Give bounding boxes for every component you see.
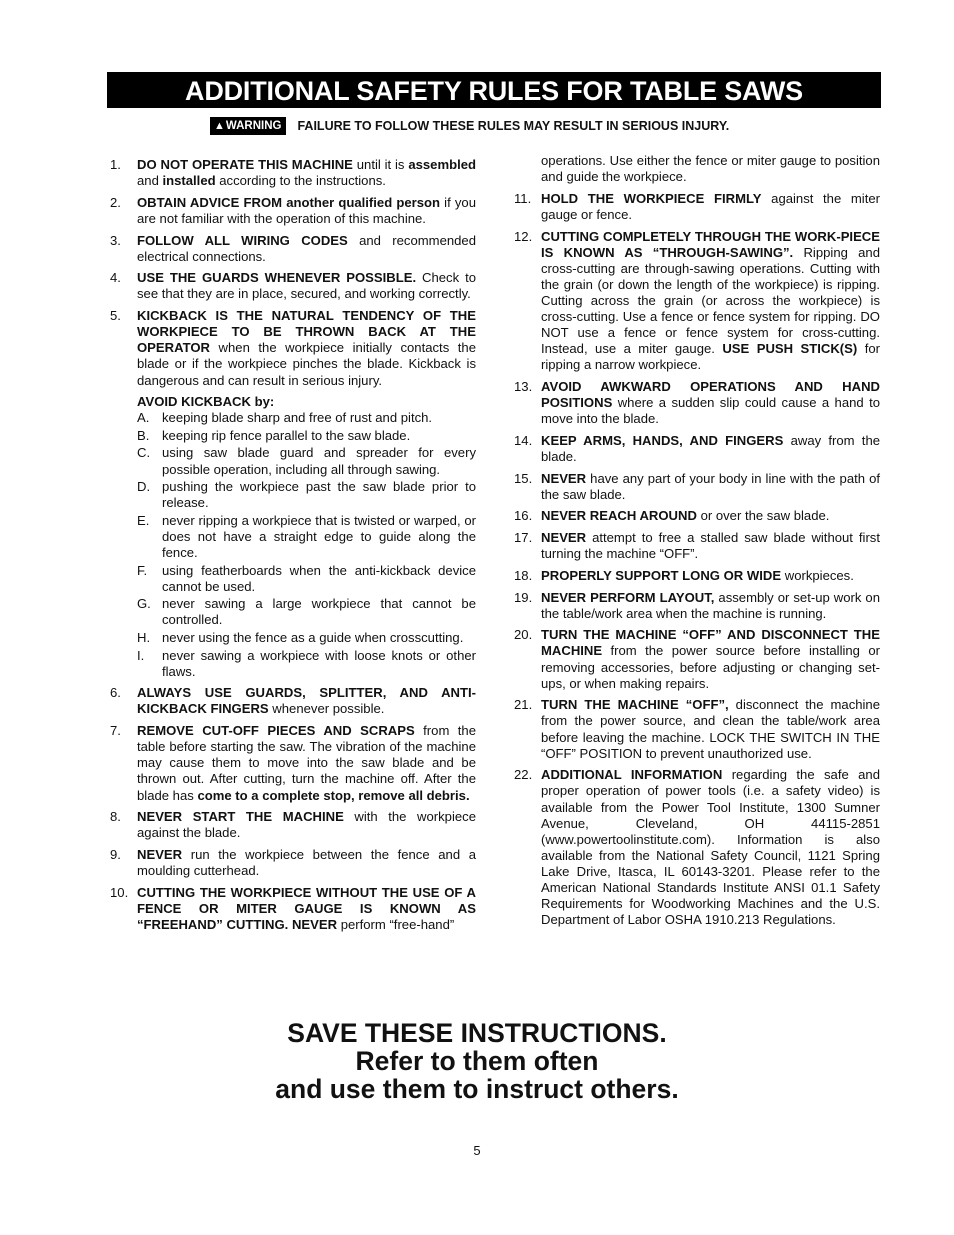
page-title: ADDITIONAL SAFETY RULES FOR TABLE SAWS <box>107 72 881 108</box>
kickback-subitem <box>137 428 476 444</box>
rule-item <box>110 157 476 189</box>
page-number: 5 <box>473 1143 481 1158</box>
rule-number: 3. <box>110 232 121 248</box>
subitem-text: never sawing a large workpiece that cannot be controlled. <box>162 596 476 628</box>
kickback-subitem <box>137 479 476 511</box>
kickback-subitem <box>137 445 476 477</box>
save-instructions-footer <box>0 1019 954 1103</box>
rule-item <box>514 229 880 374</box>
rule-number: 13. <box>514 379 533 394</box>
rule-number: 11. <box>514 190 532 206</box>
rule-item <box>514 471 880 503</box>
rule-number: 1. <box>110 157 121 172</box>
rule-item <box>514 568 880 584</box>
rule-item <box>514 530 880 562</box>
rule-item <box>514 590 880 622</box>
rule-text: HOLD THE WORKPIECE FIRMLY against the miter gauge or fence. <box>541 190 880 222</box>
rule-text: NEVER run the workpiece between the fence and a moulding cutterhead. <box>137 847 476 879</box>
warning-text: FAILURE TO FOLLOW THESE RULES MAY RESULT IN SERIOUS INJURY. <box>297 119 730 133</box>
rule-text: KICKBACK IS THE NATURAL TENDENCY OF THE WORKPIECE TO BE THROWN BACK AT THE OPERATOR when the workpiece initially contacts the blade or if the workpiece pinches the blade. Kickback is dangerous and can result in serious injury. <box>137 308 476 388</box>
subitem-letter: D. <box>137 479 151 495</box>
rule-item <box>514 379 880 427</box>
rule-item <box>514 433 880 465</box>
rule-item <box>514 191 880 223</box>
rule-item <box>110 233 476 265</box>
rule-number: 4. <box>110 270 121 286</box>
subitem-letter: B. <box>137 427 150 443</box>
subitem-text: using featherboards when the anti-kickback device cannot be used. <box>162 562 476 594</box>
kickback-subitem <box>137 563 476 595</box>
subitem-letter: E. <box>137 512 150 528</box>
subitem-letter: G. <box>137 596 151 612</box>
rule-text: KEEP ARMS, HANDS, AND FINGERS away from the blade. <box>541 432 881 464</box>
subitem-text: keeping rip fence parallel to the saw blade. <box>162 427 411 443</box>
rule-item <box>514 697 880 761</box>
subitem-letter: H. <box>137 630 151 645</box>
rule-continuation: operations. Use either the fence or miter gauge to position and guide the workpiece. <box>541 153 880 185</box>
subitem-text: never sawing a workpiece with loose knots or other flaws. <box>162 647 476 679</box>
footer-line-2: Refer to them often <box>355 1046 599 1076</box>
kickback-subitem <box>137 513 476 561</box>
rule-number: 19. <box>514 589 533 605</box>
rule-number: 22. <box>514 767 533 783</box>
subitem-letter: I. <box>137 647 145 663</box>
rule-number: 15. <box>514 470 533 486</box>
rule-number: 2. <box>110 194 121 210</box>
warning-badge-label: WARNING <box>225 120 282 132</box>
rule-number: 5. <box>110 308 121 324</box>
rule-text: NEVER REACH AROUND or over the saw blade. <box>541 508 830 524</box>
rule-number: 16. <box>514 508 533 524</box>
subitem-text: using saw blade guard and spreader for every possible operation, including all through sawing. <box>162 445 476 477</box>
rule-item <box>514 767 880 928</box>
rule-text: CUTTING THE WORKPIECE WITHOUT THE USE OF A FENCE OR MITER GAUGE IS KNOWN AS “FREEHAND” CUTTING. NEVER perform “free-hand” <box>137 884 476 932</box>
subitem-letter: F. <box>137 562 148 578</box>
rule-text: PROPERLY SUPPORT LONG OR WIDE workpieces. <box>541 567 854 583</box>
rule-text: ADDITIONAL INFORMATION regarding the safe and proper operation of power tools (i.e. a safety video) is available from the Power Tool Institute, 1300 Sumner Avenue, Cleveland, OH 44115-2851 (www.powertoolinstitute.com). Information is also available from the National Safety Council, 1121 Spring Lake Drive, Itasca, IL 60143-3201. Please refer to the American National Standards Institute ANSI 01.1 Safety Requirements for Woodworking Machines and the U.S. Department of Labor OSHA 1910.213 Regulations. <box>541 767 880 928</box>
subitem-letter: C. <box>137 445 151 461</box>
rule-number: 6. <box>110 685 121 701</box>
rule-number: 8. <box>110 809 121 825</box>
rule-item <box>110 809 476 841</box>
warning-badge <box>210 117 286 135</box>
rule-item <box>110 685 476 717</box>
right-column <box>514 153 880 934</box>
warning-triangle-icon: ▲ <box>214 120 225 132</box>
rule-text: NEVER have any part of your body in line with the path of the saw blade. <box>541 470 880 502</box>
rule-number: 20. <box>514 627 533 643</box>
rule-number: 17. <box>514 530 533 546</box>
subitem-text: keeping blade sharp and free of rust and pitch. <box>162 410 433 426</box>
rule-number: 9. <box>110 847 121 862</box>
rule-text: USE THE GUARDS WHENEVER POSSIBLE. Check to see that they are in place, secured, and working correctly. <box>137 270 476 302</box>
kickback-subitem <box>137 410 476 426</box>
rule-number: 14. <box>514 432 533 448</box>
kickback-subitem <box>137 596 476 628</box>
rule-text: FOLLOW ALL WIRING CODES and recommended electrical connections. <box>137 232 476 264</box>
rule-number: 18. <box>514 567 533 583</box>
subitem-text: never using the fence as a guide when crosscutting. <box>162 630 464 645</box>
rule-item <box>110 885 476 933</box>
footer-line-3: and use them to instruct others. <box>275 1074 679 1104</box>
kickback-subitem <box>137 648 476 680</box>
rule-item <box>110 195 476 227</box>
rule-text: TURN THE MACHINE “OFF”, disconnect the machine from the power source, and clean the table/work area before leaving the machine. LOCK THE SWITCH IN THE “OFF” POSITION to prevent unauthorized use. <box>541 697 880 761</box>
rule-text: NEVER attempt to free a stalled saw blade without first turning the machine “OFF”. <box>541 530 880 562</box>
rule-text: CUTTING COMPLETELY THROUGH THE WORK-PIECE IS KNOWN AS “THROUGH-SAWING”. Ripping and cross-cutting are through-sawing operations. Cutting with the grain (or down the length of the workpiece) is ripping. Cutting across the grain (or across the workpiece) is cross-cutting. Use a fence or fence system for ripping. DO NOT use a fence or fence system for cross-cutting. Instead, use a miter gauge. USE PUSH STICK(S) for ripping a narrow workpiece. <box>541 228 880 373</box>
subitem-text: pushing the workpiece past the saw blade prior to release. <box>162 479 476 511</box>
rule-text: AVOID AWKWARD OPERATIONS AND HAND POSITIONS where a sudden slip could cause a hand to move into the blade. <box>541 379 880 427</box>
rule-text: DO NOT OPERATE THIS MACHINE until it is assembled and installed according to the instructions. <box>137 157 476 189</box>
rule-text: NEVER PERFORM LAYOUT, assembly or set-up work on the table/work area when the machine is running. <box>541 589 880 621</box>
rule-item <box>110 847 476 879</box>
kickback-sublist <box>110 410 476 680</box>
avoid-kickback-heading: AVOID KICKBACK by: <box>137 394 275 410</box>
rule-number: 7. <box>110 723 121 739</box>
rule-text: ALWAYS USE GUARDS, SPLITTER, AND ANTI-KICKBACK FINGERS whenever possible. <box>137 685 476 717</box>
left-column <box>110 157 476 939</box>
rule-item <box>110 723 476 803</box>
rule-item <box>110 270 476 302</box>
rule-text: TURN THE MACHINE “OFF” AND DISCONNECT THE MACHINE from the power source before installing or removing accessories, before adjusting or changing set-ups, or when making repairs. <box>541 627 880 691</box>
rule-number: 21. <box>514 697 533 713</box>
rule-item <box>514 627 880 691</box>
rule-item <box>110 308 476 388</box>
rule-text: NEVER START THE MACHINE with the workpiece against the blade. <box>137 809 476 841</box>
rule-item <box>514 508 880 524</box>
subitem-text: never ripping a workpiece that is twisted or warped, or does not have a straight edge to guide along the fence. <box>162 512 476 561</box>
rule-number: 12. <box>514 228 533 244</box>
subitem-letter: A. <box>137 410 150 426</box>
rule-text: OBTAIN ADVICE FROM another qualified person if you are not familiar with the operation of this machine. <box>137 194 476 226</box>
rule-number: 10. <box>110 884 129 900</box>
warning-line <box>210 116 729 136</box>
kickback-subitem <box>137 630 476 646</box>
rule-text: REMOVE CUT-OFF PIECES AND SCRAPS from the table before starting the saw. The vibration of the machine may cause them to move into the saw blade and be thrown out. After cutting, turn the machine off. After the blade has come to a complete stop, remove all debris. <box>137 723 476 803</box>
footer-line-1: SAVE THESE INSTRUCTIONS. <box>287 1018 667 1048</box>
